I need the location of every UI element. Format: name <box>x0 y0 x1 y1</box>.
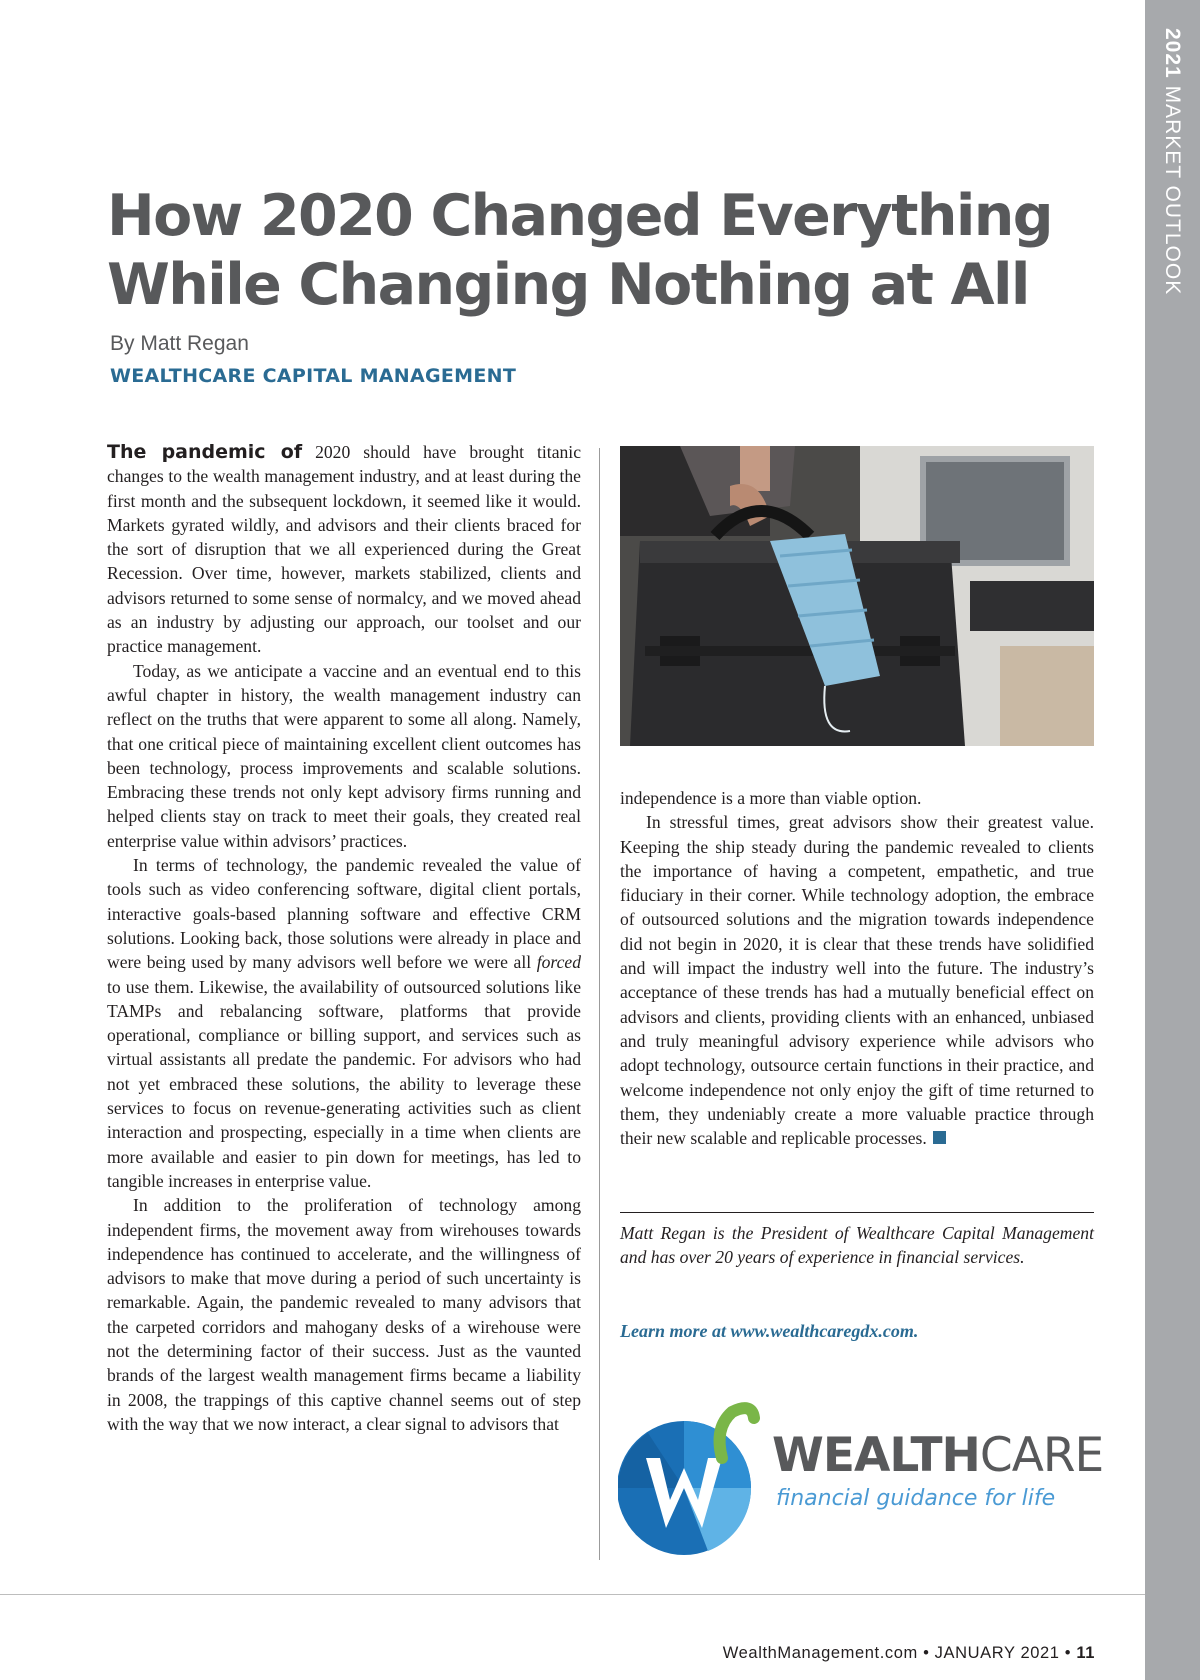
paragraph-3-text-a: In terms of technology, the pandemic revealed the value of tools such as video conferencing software, digital client portals, interactive goals-based planning software and effective CRM solutions. Looking back, those solutions were already in place and were being used by many advisors well before we were all <box>107 855 581 973</box>
wealthcare-logo <box>618 1388 1104 1563</box>
paragraph-4-continued: independence is a more than viable option. <box>620 788 922 808</box>
lead-in: The pandemic of <box>107 441 303 463</box>
logo-wordmark <box>772 1428 1103 1484</box>
paragraph-5-text: In stressful times, great advisors show their greatest value. Keeping the ship steady during the pandemic revealed to clients the importance of having a competent, empathetic, and true fiduciary in their corner. While technology adoption, the embrace of outsourced solutions and the migration towards independence did not begin in 2020, it is clear that these trends have solidified and will impact the industry well into the future. The industry’s acceptance of these trends has had a mutually beneficial effect on advisors and clients, providing clients with an enhanced, unbiased and truly meaningful advisory experience while advisors who adopt technology, outsource certain functions in their practice, and welcome independence not only enjoy the gift of time returned to them, they undeniably create a more valuable practice through their new scalable and replicable processes. <box>620 812 1094 1149</box>
column-divider <box>599 448 600 1560</box>
bio-divider <box>620 1212 1094 1213</box>
paragraph-2: Today, as we anticipate a vaccine and an eventual end to this awful chapter in history, the wealth management industry can reflect on the truths that were apparent to some all along. Namely, that one critical piece of maintaining excellent client outcomes has been technology, process improvements and scalable solutions. Embracing these trends not only kept advisory firms running and helped clients stay on track to meet their goals, they created real enterprise value within advisors’ practices. <box>107 660 581 851</box>
footer-issue: JANUARY 2021 <box>934 1644 1060 1662</box>
right-column <box>620 786 1094 1206</box>
footer-separator-1: • <box>923 1644 930 1662</box>
learn-more-link[interactable]: Learn more at www.wealthcaregdx.com. <box>620 1321 919 1341</box>
author-bio: Matt Regan is the President of Wealthcare Capital Management and has over 20 years of experience in financial services. <box>620 1223 1094 1268</box>
section-year: 2021 <box>1161 28 1184 79</box>
byline: By Matt Regan <box>110 332 249 355</box>
logo-tagline: financial guidance for life <box>776 1486 1056 1511</box>
wealthcare-w-icon <box>618 1388 768 1563</box>
footer-divider <box>0 1594 1145 1595</box>
page-number: 11 <box>1076 1644 1095 1662</box>
paragraph-3-text-b: to use them. Likewise, the availability of outsourced solutions like TAMPs and rebalancing software, platforms that provide operational, compliance or billing support, and services such as virtual assistants all predate the pandemic. For advisors who had not yet embraced these solutions, the ability to leverage these services to focus on revenue-generating activities such as client interaction and prospecting, especially in a time when clients are more available and easier to pin down for meetings, has led to tangible increases in enterprise value. <box>107 976 581 1191</box>
logo-word-bold: WEALTH <box>772 1428 980 1483</box>
emphasis-forced: forced <box>536 952 581 973</box>
end-mark-icon <box>933 1131 946 1144</box>
left-column <box>107 440 581 1565</box>
page-footer <box>723 1644 1095 1668</box>
footer-site: WealthManagement.com <box>722 1644 918 1662</box>
section-name: MARKET OUTLOOK <box>1161 85 1184 296</box>
company-name: WEALTHCARE CAPITAL MANAGEMENT <box>110 365 517 387</box>
title-line-1: How 2020 Changed Everything <box>107 183 1052 249</box>
photo-illustration <box>620 446 1094 746</box>
section-label <box>1144 28 1200 298</box>
paragraph-1 <box>107 440 581 659</box>
article-photo <box>620 446 1094 746</box>
title-line-2: While Changing Nothing at All <box>107 252 1029 318</box>
paragraph-5 <box>620 810 1094 1150</box>
article-title <box>107 182 1052 320</box>
footer-separator-2: • <box>1064 1644 1072 1662</box>
paragraph-3 <box>107 853 581 1193</box>
paragraph-1-text: 2020 should have brought titanic changes to the wealth management industry, and at least during the first month and the subsequent lockdown, it seemed like it would. Markets gyrated wildly, and advisors and their clients braced for the sort of disruption that we all experienced during the Great Recession. Over time, however, markets stabilized, clients and advisors returned to some sense of normalcy, and we moved ahead as an industry by adjusting our approach, our toolset and our practice management. <box>107 442 581 657</box>
logo-word-light: CARE <box>979 1428 1104 1483</box>
paragraph-4: In addition to the proliferation of technology among independent firms, the movement away from wirehouses towards independence has continued to accelerate, and the willingness of advisors to make that move during a period of such uncertainty is remarkable. Again, the pandemic revealed to many advisors that the carpeted corridors and mahogany desks of a wirehouse were not the determining factor of their success. Just as the vaunted brands of the largest wealth management firms became a liability in 2008, the trappings of this captive channel seems out of step with the way that we now interact, a clear signal to advisors that <box>107 1195 581 1434</box>
